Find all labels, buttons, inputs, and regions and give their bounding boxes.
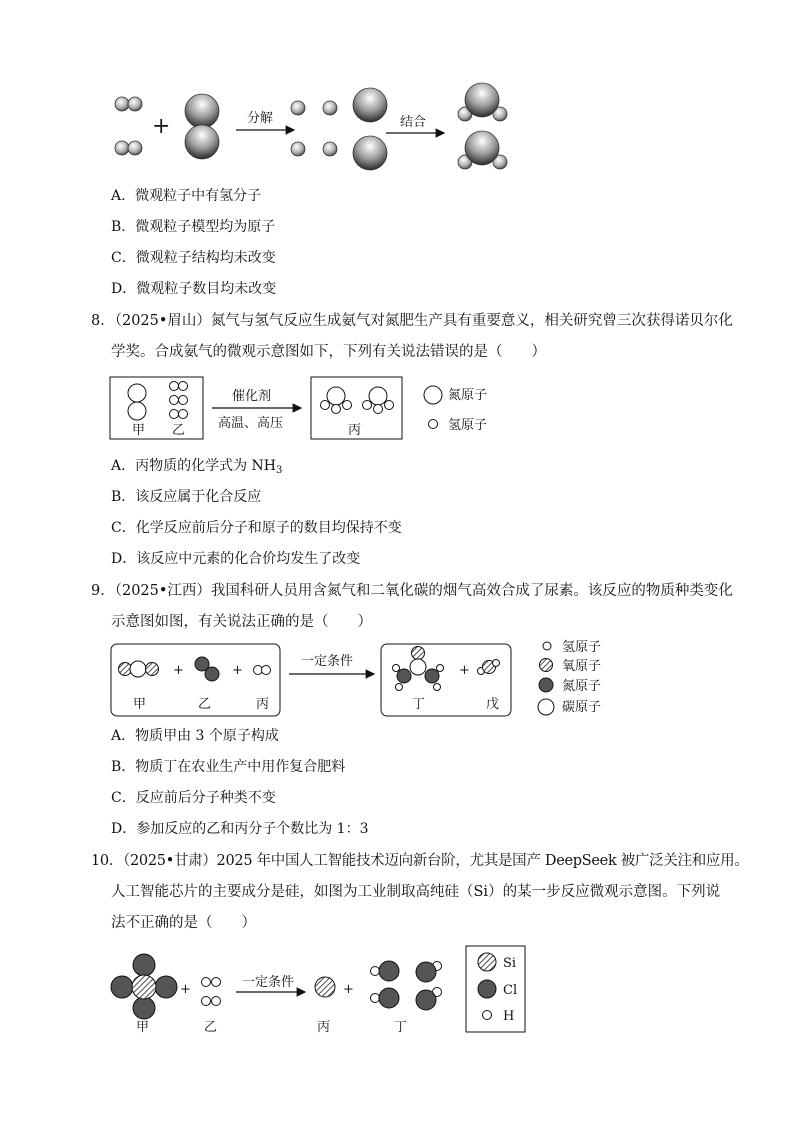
arrow-label-decompose: 分解	[247, 111, 274, 126]
h-atom	[170, 410, 179, 419]
q8-option-b: B．该反应属于化合反应	[111, 489, 262, 505]
label-bing: 丙	[317, 1020, 331, 1035]
nh3-molecule	[363, 387, 394, 414]
q9-option-d: D．参加反应的乙和丙分子个数比为 1：3	[111, 821, 369, 837]
q9-stem-line1: 9．（2025•江西）我国科研人员用含氮气和二氧化碳的烟气高效合成了尿素。该反应的物质种类变化	[91, 583, 733, 599]
legend-h-label: 氢原子	[562, 640, 602, 655]
legend-cl-label: Cl	[503, 983, 518, 998]
h-atom	[291, 101, 305, 115]
nh3-molecule	[321, 387, 352, 414]
q7-option-a: A．微观粒子中有氢分子	[111, 188, 262, 204]
legend-n-icon	[424, 386, 442, 404]
q7-diagram	[115, 83, 507, 170]
q7-option-b: B．微观粒子模型均为原子	[111, 219, 276, 235]
q8-option-a-text: A．丙物质的化学式为 NH	[111, 458, 277, 474]
hcl-molecule	[416, 962, 442, 983]
h2o-molecule	[478, 660, 500, 675]
condition-label: 一定条件	[242, 975, 295, 990]
q9-option-c: C．反应前后分子种类不变	[111, 790, 276, 806]
reactant-box	[110, 377, 203, 439]
legend-h-icon	[483, 1011, 492, 1020]
q7-option-d: D．微观粒子数目均未改变	[111, 281, 277, 297]
q8-diagram	[110, 377, 487, 439]
h-atom	[170, 396, 179, 405]
plus-sign: +	[180, 982, 191, 997]
q9-option-a: A．物质甲由 3 个原子构成	[111, 728, 279, 744]
hcl-molecule	[371, 988, 400, 1008]
q7-option-c: C．微观粒子结构均未改变	[111, 250, 276, 266]
q10-stem-line3: 法不正确的是（ ）	[111, 915, 256, 931]
n-atom	[128, 384, 146, 402]
q9-diagram	[111, 640, 601, 716]
n2-molecule	[195, 657, 219, 681]
legend-h-icon	[429, 420, 438, 429]
plus-sign: +	[459, 663, 470, 678]
legend-si-icon	[478, 953, 496, 971]
label-yi: 乙	[172, 423, 186, 438]
legend-c-icon	[538, 699, 554, 715]
h-atom	[179, 382, 188, 391]
legend-n-label: 氮原子	[448, 388, 488, 403]
h2-molecule	[115, 141, 142, 155]
urea-molecule	[393, 647, 444, 691]
legend-h-label: H	[503, 1009, 515, 1024]
si-atom	[315, 977, 335, 997]
h-atom	[179, 410, 188, 419]
q9-stem-line2: 示意图如图，有关说法正确的是（ ）	[111, 614, 372, 630]
q8-option-a-subscript: 3	[276, 465, 283, 476]
catalyst-label: 催化剂	[232, 389, 272, 404]
n-atom	[128, 402, 146, 420]
h2-molecule	[202, 978, 221, 987]
q8-option-d: D．该反应中元素的化合价均发生了改变	[111, 551, 361, 567]
h2o-molecule	[458, 83, 507, 121]
label-wu: 戊	[486, 697, 500, 712]
legend-h-label: 氢原子	[448, 418, 488, 433]
co2-molecule	[119, 661, 159, 677]
label-yi: 乙	[198, 697, 212, 712]
hcl-molecule	[371, 961, 400, 981]
label-yi: 乙	[204, 1020, 218, 1035]
label-jia: 甲	[133, 697, 147, 712]
legend-o-icon	[540, 659, 553, 672]
o2-molecule	[185, 94, 219, 159]
h2-molecule	[254, 666, 271, 675]
label-jia: 甲	[136, 1020, 150, 1035]
o-atom	[353, 88, 387, 122]
legend-n-icon	[539, 678, 553, 692]
q10-stem-line1: 10．（2025•甘肃）2025 年中国人工智能技术迈向新台阶，尤其是国产 DeepSeek 被广泛关注和应用。	[91, 853, 749, 869]
condition-label: 一定条件	[301, 654, 354, 669]
hcl-molecule	[416, 988, 442, 1011]
sicl4-molecule	[111, 954, 177, 1019]
q8-option-c: C．化学反应前后分子和原子的数目均保持不变	[111, 520, 402, 536]
plus-sign: +	[232, 663, 243, 678]
q8-stem-line2: 学奖。合成氨气的微观示意图如下，下列有关说法错误的是（ ）	[111, 344, 546, 360]
legend-c-label: 碳原子	[562, 700, 602, 715]
q8-stem-line1: 8．（2025•眉山）氮气与氢气反应生成氨气对氮肥生产具有重要意义，相关研究曾三次获得诺贝尔化	[91, 313, 733, 329]
plus-sign: +	[173, 663, 184, 678]
h-atom	[323, 142, 337, 156]
arrow-label-combine: 结合	[400, 115, 427, 130]
q9-option-b: B．物质丁在农业生产中用作复合肥料	[111, 759, 346, 775]
plus-sign: +	[152, 114, 171, 139]
legend-si-label: Si	[503, 956, 517, 971]
q10-diagram	[111, 946, 525, 1035]
h2-molecule	[202, 997, 221, 1006]
h-atom	[323, 101, 337, 115]
legend-o-label: 氧原子	[562, 659, 602, 674]
h-atom	[170, 382, 179, 391]
label-jia: 甲	[132, 423, 146, 438]
plus-sign: +	[343, 982, 354, 997]
q10-stem-line2: 人工智能芯片的主要成分是硅，如图为工业制取高纯硅（Si）的某一步反应微观示意图。下列说	[111, 884, 721, 900]
h-atom	[179, 396, 188, 405]
o-atom	[353, 136, 387, 170]
label-ding: 丁	[394, 1020, 408, 1035]
label-bing: 丙	[348, 423, 362, 438]
h-atom	[291, 142, 305, 156]
legend-n-label: 氮原子	[562, 679, 602, 694]
label-ding: 丁	[412, 697, 426, 712]
h2-molecule	[115, 97, 142, 111]
h2o-molecule	[458, 131, 507, 169]
conditions-label: 高温、高压	[218, 416, 284, 431]
q8-option-a	[111, 457, 282, 480]
legend-h-icon	[543, 642, 551, 650]
legend-cl-icon	[478, 980, 496, 998]
label-bing: 丙	[256, 697, 270, 712]
